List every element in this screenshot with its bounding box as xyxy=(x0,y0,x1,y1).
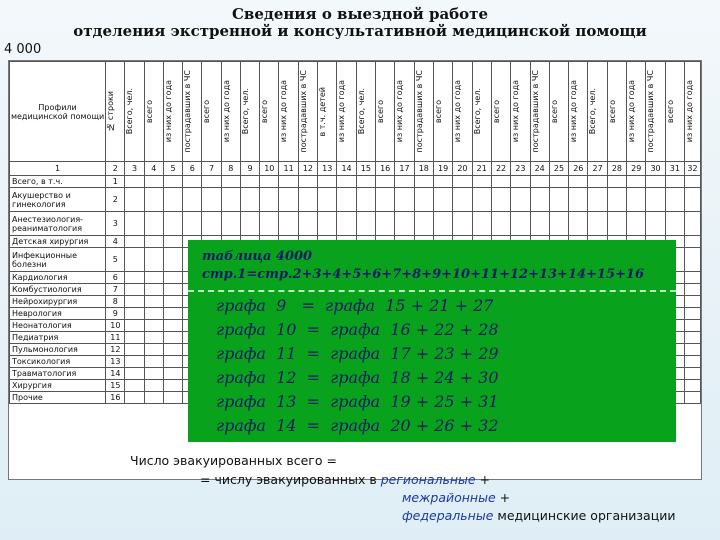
data-cell[interactable] xyxy=(472,188,491,212)
data-cell[interactable] xyxy=(163,344,182,356)
data-cell[interactable] xyxy=(125,368,144,380)
row-number: 6 xyxy=(106,272,125,284)
note-line-4: федеральные медицинские организации xyxy=(402,508,676,523)
data-cell[interactable] xyxy=(627,188,646,212)
title-line-1: Сведения о выездной работе xyxy=(231,5,489,23)
formula-5: графа 13 = графа 19 + 25 + 31 xyxy=(216,392,499,411)
row-number: 5 xyxy=(106,248,125,272)
table-row xyxy=(10,188,701,212)
column-number: 18 xyxy=(414,162,433,176)
column-number: 23 xyxy=(511,162,530,176)
row-number: 4 xyxy=(106,236,125,248)
data-cell[interactable] xyxy=(588,176,607,188)
row-number: 10 xyxy=(106,320,125,332)
data-cell[interactable] xyxy=(125,308,144,320)
data-cell[interactable] xyxy=(376,188,395,212)
data-cell[interactable] xyxy=(665,188,684,212)
formula-4: графа 12 = графа 18 + 24 + 30 xyxy=(216,368,499,387)
data-cell[interactable] xyxy=(163,236,182,248)
row-number: 2 xyxy=(106,188,125,212)
formula-6: графа 14 = графа 20 + 26 + 32 xyxy=(216,416,499,435)
data-cell[interactable] xyxy=(627,212,646,236)
row-number: 1 xyxy=(106,176,125,188)
data-cell[interactable] xyxy=(125,380,144,392)
data-cell[interactable] xyxy=(685,368,701,380)
rules-row-sum: стр.1=стр.2+3+4+5+6+7+8+9+10+11+12+13+14+15+16 xyxy=(202,267,645,282)
data-cell[interactable] xyxy=(569,212,588,236)
data-cell[interactable] xyxy=(163,320,182,332)
data-cell[interactable] xyxy=(125,296,144,308)
column-number: 15 xyxy=(356,162,375,176)
data-cell[interactable] xyxy=(125,236,144,248)
data-cell[interactable] xyxy=(569,188,588,212)
data-cell[interactable] xyxy=(395,212,414,236)
table-header-row: Профили медицинской помощи № строки Всего, чел. всего из них до года пострадавших в ЧС всего из них до года Всего, чел. всего из них до года пострадавших в ЧС в т.ч. детей из них до года Всего, чел. всего из них до года пострадавших в ЧС всего из них до года Всего, чел. всего из них до года пострадавших в ЧС всего из них до года Всего, чел. всего из них до года пострадавших в ЧС всего из них до года xyxy=(10,62,701,162)
data-cell[interactable] xyxy=(530,176,549,188)
row-number: 12 xyxy=(106,344,125,356)
data-cell[interactable] xyxy=(202,188,221,212)
data-cell[interactable] xyxy=(125,212,144,236)
data-cell[interactable] xyxy=(279,188,298,212)
data-cell[interactable] xyxy=(144,188,163,212)
data-cell[interactable] xyxy=(144,368,163,380)
data-cell[interactable] xyxy=(183,188,202,212)
data-cell[interactable] xyxy=(685,284,701,296)
data-cell[interactable] xyxy=(318,212,337,236)
data-cell[interactable] xyxy=(144,320,163,332)
column-number: 17 xyxy=(395,162,414,176)
data-cell[interactable] xyxy=(491,188,510,212)
data-cell[interactable] xyxy=(240,212,259,236)
row-number: 9 xyxy=(106,308,125,320)
column-number: 13 xyxy=(318,162,337,176)
column-number: 29 xyxy=(627,162,646,176)
data-cell[interactable] xyxy=(260,176,279,188)
data-cell[interactable] xyxy=(569,176,588,188)
column-number: 19 xyxy=(433,162,452,176)
divider xyxy=(188,290,676,292)
data-cell[interactable] xyxy=(144,236,163,248)
data-cell[interactable] xyxy=(125,284,144,296)
data-cell[interactable] xyxy=(376,212,395,236)
data-cell[interactable] xyxy=(240,176,259,188)
data-cell[interactable] xyxy=(356,212,375,236)
data-cell[interactable] xyxy=(491,176,510,188)
data-cell[interactable] xyxy=(685,236,701,248)
data-cell[interactable] xyxy=(144,356,163,368)
page-title xyxy=(60,6,660,40)
data-cell[interactable] xyxy=(511,212,530,236)
data-cell[interactable] xyxy=(549,188,568,212)
data-cell[interactable] xyxy=(260,188,279,212)
data-cell[interactable] xyxy=(125,332,144,344)
column-number: 12 xyxy=(298,162,317,176)
row-number: 8 xyxy=(106,296,125,308)
data-cell[interactable] xyxy=(607,188,626,212)
data-cell[interactable] xyxy=(588,188,607,212)
data-cell[interactable] xyxy=(125,344,144,356)
column-number: 24 xyxy=(530,162,549,176)
title-line-2: отделения экстренной и консультативной медицинской помощи xyxy=(73,22,647,40)
header-row-no: № строки xyxy=(106,62,125,162)
data-cell[interactable] xyxy=(183,176,202,188)
data-cell[interactable] xyxy=(685,272,701,284)
data-cell[interactable] xyxy=(125,392,144,404)
data-cell[interactable] xyxy=(337,212,356,236)
row-profile-name: Акушерство и гинекология xyxy=(10,188,106,212)
data-cell[interactable] xyxy=(588,212,607,236)
data-cell[interactable] xyxy=(221,188,240,212)
data-cell[interactable] xyxy=(144,392,163,404)
data-cell[interactable] xyxy=(163,176,182,188)
row-number: 15 xyxy=(106,380,125,392)
data-cell[interactable] xyxy=(627,176,646,188)
formula-1: графа 9 = графа 15 + 21 + 27 xyxy=(216,296,494,315)
row-number: 16 xyxy=(106,392,125,404)
data-cell[interactable] xyxy=(163,272,182,284)
data-cell[interactable] xyxy=(395,176,414,188)
data-cell[interactable] xyxy=(414,188,433,212)
row-profile-name: Травматология xyxy=(10,368,106,380)
row-number: 3 xyxy=(106,212,125,236)
data-cell[interactable] xyxy=(433,176,452,188)
data-cell[interactable] xyxy=(298,212,317,236)
data-cell[interactable] xyxy=(414,212,433,236)
data-cell[interactable] xyxy=(183,212,202,236)
formula-2: графа 10 = графа 16 + 22 + 28 xyxy=(216,320,499,339)
row-profile-name: Педиатрия xyxy=(10,332,106,344)
column-number: 4 xyxy=(144,162,163,176)
data-cell[interactable] xyxy=(318,176,337,188)
table-row xyxy=(10,176,701,188)
data-cell[interactable] xyxy=(685,248,701,272)
data-cell[interactable] xyxy=(549,212,568,236)
data-cell[interactable] xyxy=(144,296,163,308)
data-cell[interactable] xyxy=(202,176,221,188)
column-number: 7 xyxy=(202,162,221,176)
data-cell[interactable] xyxy=(163,188,182,212)
validation-rules-box xyxy=(188,240,676,442)
row-number: 13 xyxy=(106,356,125,368)
row-profile-name: Неврология xyxy=(10,308,106,320)
column-number: 10 xyxy=(260,162,279,176)
row-profile-name: Хирургия xyxy=(10,380,106,392)
table-row xyxy=(10,212,701,236)
data-cell[interactable] xyxy=(491,212,510,236)
data-cell[interactable] xyxy=(433,212,452,236)
data-cell[interactable] xyxy=(685,380,701,392)
column-number: 14 xyxy=(337,162,356,176)
row-profile-name: Прочие xyxy=(10,392,106,404)
data-cell[interactable] xyxy=(163,296,182,308)
data-cell[interactable] xyxy=(685,188,701,212)
data-cell[interactable] xyxy=(433,188,452,212)
column-number: 1 xyxy=(10,162,106,176)
data-cell[interactable] xyxy=(125,188,144,212)
data-cell[interactable] xyxy=(337,176,356,188)
data-cell[interactable] xyxy=(144,332,163,344)
data-cell[interactable] xyxy=(530,188,549,212)
data-cell[interactable] xyxy=(685,344,701,356)
column-number: 3 xyxy=(125,162,144,176)
data-cell[interactable] xyxy=(356,188,375,212)
data-cell[interactable] xyxy=(472,176,491,188)
column-number: 6 xyxy=(183,162,202,176)
row-profile-name: Кардиология xyxy=(10,272,106,284)
data-cell[interactable] xyxy=(685,392,701,404)
row-profile-name: Инфекционные болезни xyxy=(10,248,106,272)
data-cell[interactable] xyxy=(144,308,163,320)
column-number: 27 xyxy=(588,162,607,176)
rules-heading xyxy=(202,248,644,284)
data-cell[interactable] xyxy=(549,176,568,188)
column-number: 11 xyxy=(279,162,298,176)
column-number: 20 xyxy=(453,162,472,176)
column-number: 22 xyxy=(491,162,510,176)
data-cell[interactable] xyxy=(511,188,530,212)
data-cell[interactable] xyxy=(685,212,701,236)
data-cell[interactable] xyxy=(144,344,163,356)
data-cell[interactable] xyxy=(646,212,665,236)
data-cell[interactable] xyxy=(665,212,684,236)
data-cell[interactable] xyxy=(337,188,356,212)
row-profile-name: Неонатология xyxy=(10,320,106,332)
data-cell[interactable] xyxy=(260,212,279,236)
row-profile-name: Комбустиология xyxy=(10,284,106,296)
data-cell[interactable] xyxy=(125,272,144,284)
note-line-1: Число эвакуированных всего = xyxy=(130,453,337,468)
data-cell[interactable] xyxy=(144,176,163,188)
data-cell[interactable] xyxy=(279,212,298,236)
row-number: 7 xyxy=(106,284,125,296)
column-number: 25 xyxy=(549,162,568,176)
row-profile-name: Анестезиология-реаниматология xyxy=(10,212,106,236)
form-code: 4 000 xyxy=(4,42,42,57)
data-cell[interactable] xyxy=(356,176,375,188)
row-profile-name: Токсикология xyxy=(10,356,106,368)
data-cell[interactable] xyxy=(685,356,701,368)
data-cell[interactable] xyxy=(453,188,472,212)
data-cell[interactable] xyxy=(163,308,182,320)
data-cell[interactable] xyxy=(144,284,163,296)
column-number: 8 xyxy=(221,162,240,176)
header-profiles: Профили медицинской помощи xyxy=(10,62,106,162)
data-cell[interactable] xyxy=(685,332,701,344)
data-cell[interactable] xyxy=(318,188,337,212)
data-cell[interactable] xyxy=(144,212,163,236)
data-cell[interactable] xyxy=(125,176,144,188)
data-cell[interactable] xyxy=(163,212,182,236)
data-cell[interactable] xyxy=(279,176,298,188)
data-cell[interactable] xyxy=(530,212,549,236)
data-cell[interactable] xyxy=(144,272,163,284)
data-cell[interactable] xyxy=(685,176,701,188)
data-cell[interactable] xyxy=(202,212,221,236)
data-cell[interactable] xyxy=(163,356,182,368)
data-cell[interactable] xyxy=(125,356,144,368)
data-cell[interactable] xyxy=(221,176,240,188)
column-number: 21 xyxy=(472,162,491,176)
column-number: 5 xyxy=(163,162,182,176)
data-cell[interactable] xyxy=(472,212,491,236)
row-number: 14 xyxy=(106,368,125,380)
data-cell[interactable] xyxy=(646,176,665,188)
data-cell[interactable] xyxy=(607,176,626,188)
column-number: 28 xyxy=(607,162,626,176)
column-number: 30 xyxy=(646,162,665,176)
row-profile-name: Пульмонология xyxy=(10,344,106,356)
data-cell[interactable] xyxy=(125,248,144,272)
data-cell[interactable] xyxy=(163,332,182,344)
data-cell[interactable] xyxy=(685,320,701,332)
column-number-row xyxy=(10,162,701,176)
row-number: 11 xyxy=(106,332,125,344)
data-cell[interactable] xyxy=(163,248,182,272)
column-number: 32 xyxy=(685,162,701,176)
data-cell[interactable] xyxy=(298,188,317,212)
data-cell[interactable] xyxy=(125,320,144,332)
column-number: 26 xyxy=(569,162,588,176)
data-cell[interactable] xyxy=(221,212,240,236)
data-cell[interactable] xyxy=(163,392,182,404)
data-cell[interactable] xyxy=(240,188,259,212)
row-profile-name: Нейрохирургия xyxy=(10,296,106,308)
data-cell[interactable] xyxy=(298,176,317,188)
row-profile-name: Детская хирургия xyxy=(10,236,106,248)
column-number: 31 xyxy=(665,162,684,176)
rules-table-name: таблица 4000 xyxy=(202,249,313,264)
data-cell[interactable] xyxy=(607,212,626,236)
data-cell[interactable] xyxy=(144,380,163,392)
data-cell[interactable] xyxy=(376,176,395,188)
column-number: 2 xyxy=(106,162,125,176)
row-profile-name: Всего, в т.ч. xyxy=(10,176,106,188)
data-cell[interactable] xyxy=(163,380,182,392)
data-cell[interactable] xyxy=(453,212,472,236)
data-cell[interactable] xyxy=(414,176,433,188)
note-line-2: = числу эвакуированных в региональные + xyxy=(200,472,491,487)
data-cell[interactable] xyxy=(144,248,163,272)
data-cell[interactable] xyxy=(665,176,684,188)
formula-3: графа 11 = графа 17 + 23 + 29 xyxy=(216,344,499,363)
column-number: 16 xyxy=(376,162,395,176)
data-cell[interactable] xyxy=(163,368,182,380)
data-cell[interactable] xyxy=(685,296,701,308)
data-cell[interactable] xyxy=(685,308,701,320)
data-cell[interactable] xyxy=(163,284,182,296)
data-cell[interactable] xyxy=(395,188,414,212)
data-cell[interactable] xyxy=(453,176,472,188)
column-number: 9 xyxy=(240,162,259,176)
note-line-3: межрайонные + xyxy=(402,490,511,505)
data-cell[interactable] xyxy=(511,176,530,188)
data-cell[interactable] xyxy=(646,188,665,212)
